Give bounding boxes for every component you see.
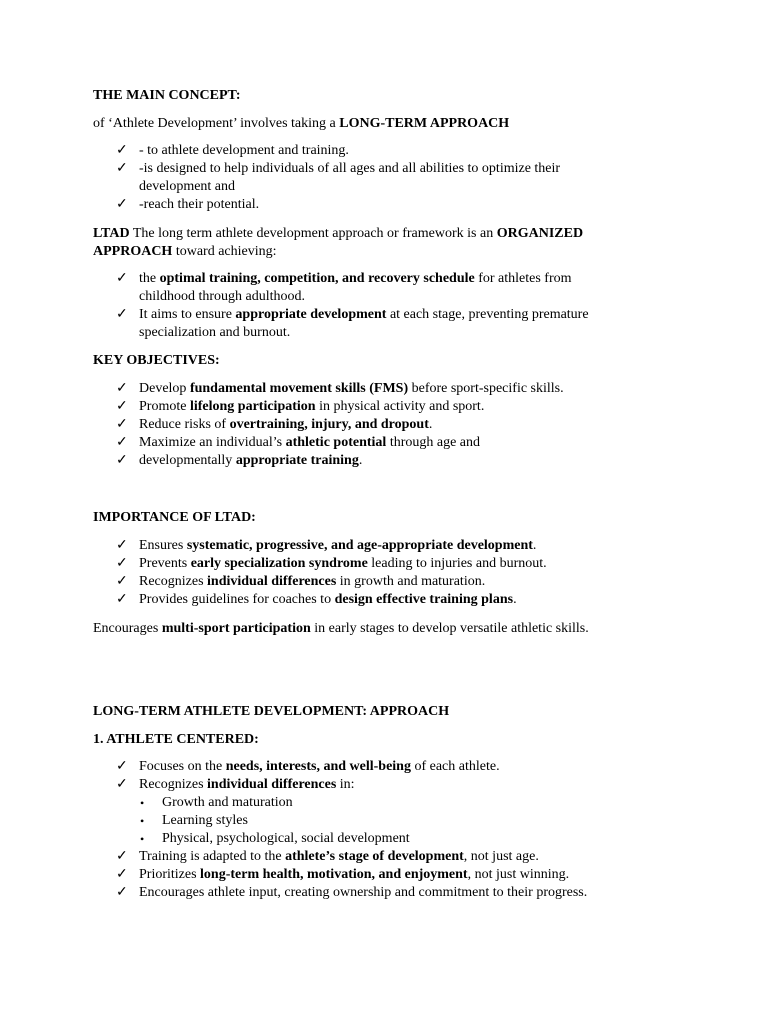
list-item-continuation: childhood through adulthood. [139, 289, 306, 304]
list-item: Recognizes individual differences in growth and maturation. [139, 574, 486, 589]
list-item: - to athlete development and training. [139, 143, 349, 158]
bullet-icon: • [140, 832, 145, 846]
heading-key-objectives: KEY OBJECTIVES: [93, 353, 220, 368]
checkmark-icon: ✓ [116, 161, 128, 176]
list-item-continuation: specialization and burnout. [139, 325, 291, 340]
list-item: Focuses on the needs, interests, and well-being of each athlete. [139, 759, 500, 774]
checkmark-icon: ✓ [116, 849, 128, 864]
list-item: Prevents early specialization syndrome leading to injuries and burnout. [139, 556, 547, 571]
checkmark-icon: ✓ [116, 417, 128, 432]
list-item: Provides guidelines for coaches to design effective training plans. [139, 592, 517, 607]
heading-approach: LONG-TERM ATHLETE DEVELOPMENT: APPROACH [93, 704, 450, 719]
sub-list-item: Learning styles [162, 813, 248, 828]
list-item: -reach their potential. [139, 197, 260, 212]
ltad-paragraph-line2: APPROACH toward achieving: [93, 244, 277, 259]
subheading-athlete-centered: 1. ATHLETE CENTERED: [93, 732, 259, 747]
list-item: Maximize an individual’s athletic potential through age and [139, 435, 481, 450]
checkmark-icon: ✓ [116, 399, 128, 414]
checkmark-icon: ✓ [116, 307, 128, 322]
list-item: Encourages athlete input, creating ownership and commitment to their progress. [139, 885, 588, 900]
list-item: the optimal training, competition, and recovery schedule for athletes from [139, 271, 572, 286]
ltad-paragraph-line1: LTAD The long term athlete development approach or framework is an ORGANIZED [93, 226, 584, 241]
bullet-icon: • [140, 814, 145, 828]
sub-list-item: Physical, psychological, social development [162, 831, 410, 846]
checkmark-icon: ✓ [116, 777, 128, 792]
checkmark-icon: ✓ [116, 271, 128, 286]
checkmark-icon: ✓ [116, 885, 128, 900]
checkmark-icon: ✓ [116, 574, 128, 589]
list-item: It aims to ensure appropriate development at each stage, preventing premature [139, 307, 589, 322]
checkmark-icon: ✓ [116, 556, 128, 571]
checkmark-icon: ✓ [116, 453, 128, 468]
list-item: Reduce risks of overtraining, injury, and dropout. [139, 417, 433, 432]
list-item: Develop fundamental movement skills (FMS) before sport-specific skills. [139, 381, 564, 396]
list-item: developmentally appropriate training. [139, 453, 363, 468]
checkmark-icon: ✓ [116, 538, 128, 553]
list-item: Promote lifelong participation in physical activity and sport. [139, 399, 485, 414]
checkmark-icon: ✓ [116, 197, 128, 212]
list-item: Training is adapted to the athlete’s stage of development, not just age. [139, 849, 539, 864]
main-concept-intro: of ‘Athlete Development’ involves taking a LONG-TERM APPROACH [93, 116, 510, 131]
checkmark-icon: ✓ [116, 435, 128, 450]
checkmark-icon: ✓ [116, 867, 128, 882]
heading-importance: IMPORTANCE OF LTAD: [93, 510, 256, 525]
checkmark-icon: ✓ [116, 381, 128, 396]
checkmark-icon: ✓ [116, 592, 128, 607]
list-item-continuation: development and [139, 179, 236, 194]
list-item: Ensures systematic, progressive, and age-appropriate development. [139, 538, 537, 553]
checkmark-icon: ✓ [116, 143, 128, 158]
bullet-icon: • [140, 796, 145, 810]
list-item: Recognizes individual differences in: [139, 777, 355, 792]
sub-list-item: Growth and maturation [162, 795, 293, 810]
list-item: Prioritizes long-term health, motivation, and enjoyment, not just winning. [139, 867, 570, 882]
checkmark-icon: ✓ [116, 759, 128, 774]
list-item: -is designed to help individuals of all ages and all abilities to optimize their [139, 161, 561, 176]
importance-paragraph: Encourages multi-sport participation in early stages to develop versatile athletic skills. [93, 621, 589, 636]
heading-main-concept: THE MAIN CONCEPT: [93, 88, 241, 103]
